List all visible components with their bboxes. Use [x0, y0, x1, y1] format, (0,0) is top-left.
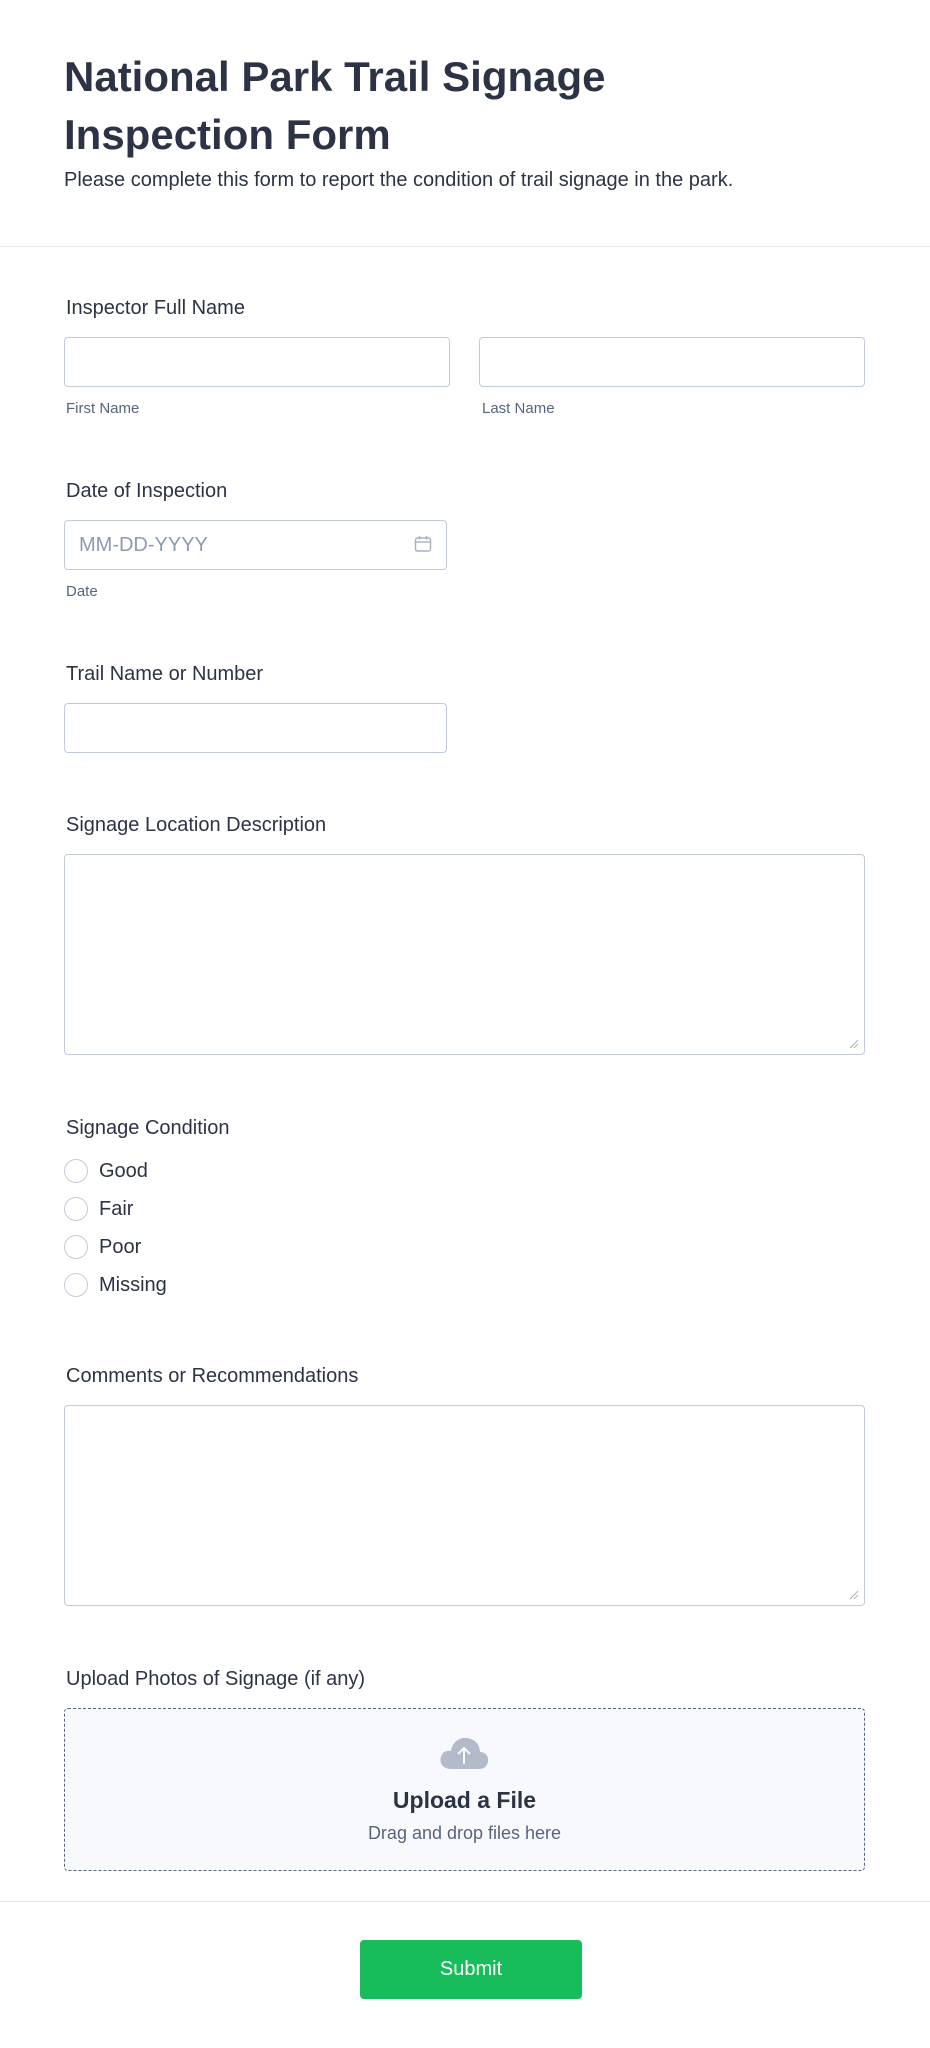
- condition-label: Signage Condition: [66, 1117, 230, 1139]
- first-name-sublabel: First Name: [66, 400, 140, 417]
- date-label: Date of Inspection: [66, 480, 228, 502]
- upload-title: Upload a File: [392, 1787, 537, 1813]
- condition-option-good[interactable]: [64, 1157, 148, 1185]
- location-textarea[interactable]: [64, 854, 865, 1055]
- condition-option-missing[interactable]: [64, 1271, 167, 1299]
- radio-label: Good: [99, 1159, 148, 1182]
- cloud-upload-icon: [438, 1735, 490, 1771]
- radio-label: Poor: [99, 1235, 142, 1258]
- upload-subtitle: Drag and drop files here: [367, 1823, 562, 1843]
- trail-input[interactable]: [64, 703, 447, 753]
- form-description: Please complete this form to report the condition of trail signage in the park.: [64, 169, 734, 191]
- footer-divider: [0, 1901, 930, 1902]
- last-name-input[interactable]: [479, 337, 865, 387]
- page-title: National Park Trail Signage Inspection Form: [64, 53, 606, 158]
- comments-textarea[interactable]: [64, 1405, 865, 1606]
- location-label: Signage Location Description: [66, 814, 327, 836]
- resize-grip-icon[interactable]: [849, 1590, 859, 1600]
- radio-label: Fair: [99, 1197, 134, 1220]
- condition-option-poor[interactable]: [64, 1233, 141, 1261]
- radio-button[interactable]: [64, 1273, 88, 1297]
- comments-label: Comments or Recommendations: [66, 1365, 359, 1387]
- radio-label: Missing: [99, 1273, 167, 1296]
- submit-button[interactable]: Submit: [360, 1940, 582, 1999]
- inspector-name-label: Inspector Full Name: [66, 297, 245, 319]
- date-sublabel: Date: [66, 583, 98, 600]
- resize-grip-icon[interactable]: [849, 1039, 859, 1049]
- radio-button[interactable]: [64, 1197, 88, 1221]
- condition-option-fair[interactable]: [64, 1195, 133, 1223]
- radio-button[interactable]: [64, 1159, 88, 1183]
- calendar-icon[interactable]: [414, 535, 432, 553]
- upload-label: Upload Photos of Signage (if any): [66, 1668, 366, 1690]
- radio-button[interactable]: [64, 1235, 88, 1259]
- first-name-input[interactable]: [64, 337, 450, 387]
- form-header: [0, 0, 930, 247]
- date-input[interactable]: [64, 520, 447, 570]
- file-upload-dropzone[interactable]: [64, 1708, 865, 1871]
- trail-label: Trail Name or Number: [66, 663, 264, 685]
- last-name-sublabel: Last Name: [482, 400, 555, 417]
